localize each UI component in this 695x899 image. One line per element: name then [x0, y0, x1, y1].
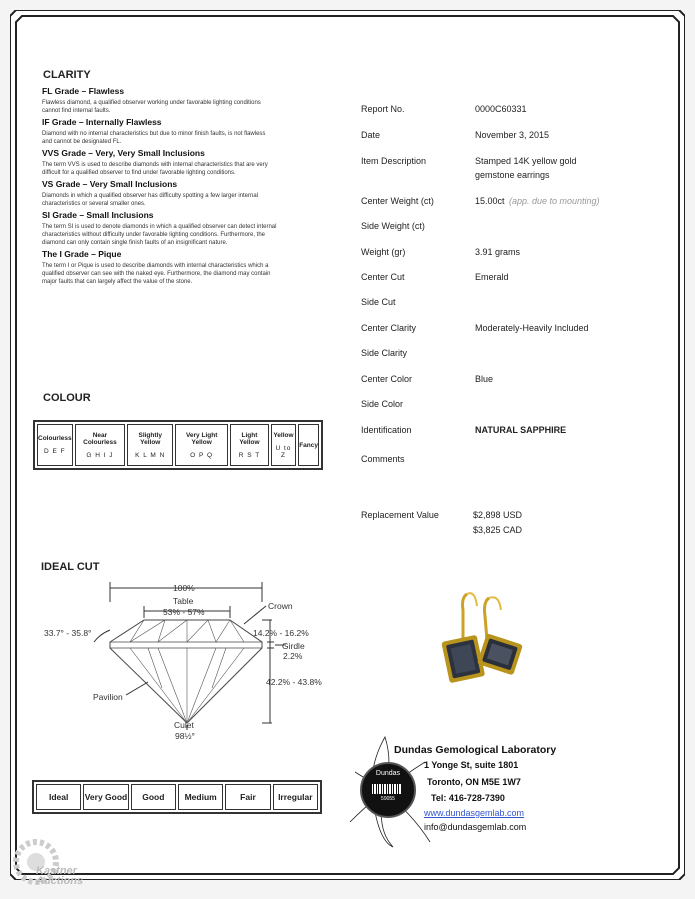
colour-cell	[175, 424, 228, 466]
table-range-label: 53% - 57%	[163, 607, 205, 617]
report-field-label: Center Weight (ct)	[361, 196, 434, 206]
report-field-label: Center Color	[361, 374, 413, 384]
lab-address-line2: Toronto, ON M5E 1W7	[427, 777, 521, 787]
cut-grade-cell: Medium	[178, 784, 223, 810]
clarity-grade-title: SI Grade – Small Inclusions	[42, 210, 154, 220]
replacement-usd: $2,898 USD	[473, 510, 523, 520]
report-field-value-line2: gemstone earrings	[475, 170, 550, 180]
report-field-value: 15.00ct	[475, 196, 505, 206]
cut-grade-cell: Fair	[225, 784, 270, 810]
colour-cell-grades: K L M N	[135, 451, 166, 459]
pavilion-depth-label: 42.2% - 43.8%	[266, 677, 322, 687]
pavilion-label: Pavilion	[93, 692, 123, 702]
cut-grade-table	[32, 780, 322, 814]
clarity-grade-description: major faults that can largely affect the value of the stone.	[42, 279, 193, 285]
report-field-label: Center Clarity	[361, 323, 417, 333]
crown-height-label: 14.2% - 16.2%	[253, 628, 309, 638]
colour-cell-name: Near Colourless	[83, 431, 117, 446]
cut-grade-cell: Irregular	[273, 784, 318, 810]
report-field-label: Side Weight (ct)	[361, 221, 425, 231]
report-field-value: November 3, 2015	[475, 130, 550, 140]
colour-cell	[271, 424, 296, 466]
girdle-label: Girdle	[282, 641, 305, 651]
lab-email: info@dundasgemlab.com	[424, 822, 527, 832]
clarity-grade-title: IF Grade – Internally Flawless	[42, 117, 162, 127]
clarity-grade-description: characteristics without difficulty under favorable lighting conditions. Furthermore, the	[42, 232, 265, 238]
cut-grade-cell: Very Good	[83, 784, 128, 810]
earrings-photo	[425, 588, 535, 688]
watermark-text: Kastner Auctions	[36, 865, 84, 887]
clarity-grade-description: characteristics or several smaller ones.	[42, 201, 146, 207]
colour-cell-name: Light Yellow	[239, 431, 260, 446]
colour-cell	[127, 424, 173, 466]
colour-cell-grades: G H I J	[86, 451, 114, 459]
clarity-grade-description: and cannot be designated FL.	[42, 139, 122, 145]
cut-grade-cell: Good	[131, 784, 176, 810]
table-label: Table	[173, 596, 194, 606]
lab-seal	[360, 762, 416, 818]
crown-label: Crown	[268, 601, 293, 611]
colour-scale-table	[33, 420, 323, 470]
clarity-grade-description: The term I or Pique is used to describe diamonds with internal characteristics which a	[42, 263, 269, 269]
clarity-grade-description: qualified observer can see with the naked eye. Furthermore, the diamond may contain	[42, 271, 271, 277]
report-field-value: NATURAL SAPPHIRE	[475, 425, 567, 435]
total-width-label: 100%	[173, 583, 195, 593]
report-field-label: Side Clarity	[361, 348, 408, 358]
report-field-value: 3.91 grams	[475, 247, 521, 257]
lab-address-line1: 1 Yonge St, suite 1801	[424, 760, 519, 770]
lab-website-link[interactable]: www.dundasgemlab.com	[424, 808, 525, 818]
seal-number: 59055	[381, 796, 395, 802]
report-field-value: 0000C60331	[475, 104, 527, 114]
report-field-label: Comments	[361, 454, 405, 464]
clarity-grade-list	[42, 86, 342, 286]
auction-watermark	[10, 836, 100, 892]
clarity-grade-description: The term VVS is used to describe diamonds with internal characteristics that are very	[42, 162, 268, 168]
replacement-cad: $3,825 CAD	[473, 525, 523, 535]
clarity-grade-description: Flawless diamond, a qualified observer working under favorable lighting conditions	[42, 100, 261, 106]
report-field-label: Side Color	[361, 399, 404, 409]
clarity-grade-description: diamond can only contain single finish faults of an insignificant nature.	[42, 240, 228, 246]
colour-cell-name: Fancy	[299, 441, 318, 449]
report-field-value: Emerald	[475, 272, 509, 282]
clarity-grade-description: Diamond with no internal characteristics but due to minor finish faults, is not flawless	[42, 131, 266, 137]
girdle-value-label: 2.2%	[283, 651, 303, 661]
report-field-label: Identification	[361, 425, 412, 435]
report-field-note: (app. due to mounting)	[509, 196, 600, 206]
seal-text: Dundas	[375, 770, 401, 777]
clarity-grade-description: Diamonds in which a qualified observer has difficulty spotting a few larger internal	[42, 193, 259, 199]
colour-cell-grades: D E F	[43, 448, 66, 455]
colour-cell-grades: U to Z	[275, 444, 292, 459]
report-field-label: Center Cut	[361, 272, 405, 282]
colour-cell-name: Colourless	[38, 435, 72, 442]
colour-cell-name: Very Light Yellow	[185, 431, 218, 446]
colour-cell-name: Slightly Yellow	[138, 431, 162, 446]
colour-cell	[230, 424, 269, 466]
report-field-value: Stamped 14K yellow gold	[475, 156, 577, 166]
clarity-grade-description: cannot find internal faults.	[42, 108, 111, 114]
colour-heading: COLOUR	[43, 392, 91, 404]
report-field-value: Blue	[475, 374, 494, 384]
clarity-heading: CLARITY	[43, 69, 91, 81]
colour-cell-name: Yellow	[273, 431, 294, 439]
clarity-grade-title: VVS Grade – Very, Very Small Inclusions	[42, 148, 205, 158]
colour-cell	[37, 424, 73, 466]
lab-name: Dundas Gemological Laboratory	[394, 744, 557, 756]
report-field-label: Side Cut	[361, 297, 396, 307]
culet-value-label: 98½°	[175, 731, 195, 741]
lab-phone: Tel: 416-728-7390	[431, 793, 505, 803]
report-field-label: Weight (gr)	[361, 247, 406, 257]
clarity-grade-title: The I Grade – Pique	[42, 249, 122, 259]
culet-label: Culet	[174, 720, 194, 730]
ideal-cut-heading: IDEAL CUT	[41, 561, 100, 573]
clarity-grade-title: VS Grade – Very Small Inclusions	[42, 179, 178, 189]
report-field-label: Report No.	[361, 104, 405, 114]
seal-barcode	[372, 784, 402, 794]
replacement-value-label: Replacement Value	[361, 510, 439, 520]
report-field-label: Date	[361, 130, 381, 140]
colour-cell	[298, 424, 319, 466]
clarity-grade-description: difficult for a qualified observer to find under favorable lighting conditions.	[42, 170, 236, 176]
crown-angle-label: 33.7° - 35.8°	[44, 628, 92, 638]
cut-grade-cell: Ideal	[36, 784, 81, 810]
clarity-grade-title: FL Grade – Flawless	[42, 86, 125, 96]
clarity-grade-description: The term SI is used to denote diamonds in which a qualified observer can detect internal	[42, 224, 277, 230]
colour-cell-grades: R S T	[238, 451, 261, 459]
colour-cell-grades: O P Q	[190, 451, 214, 459]
report-field-label: Item Description	[361, 156, 427, 166]
report-field-value: Moderately-Heavily Included	[475, 323, 589, 333]
colour-cell	[75, 424, 126, 466]
